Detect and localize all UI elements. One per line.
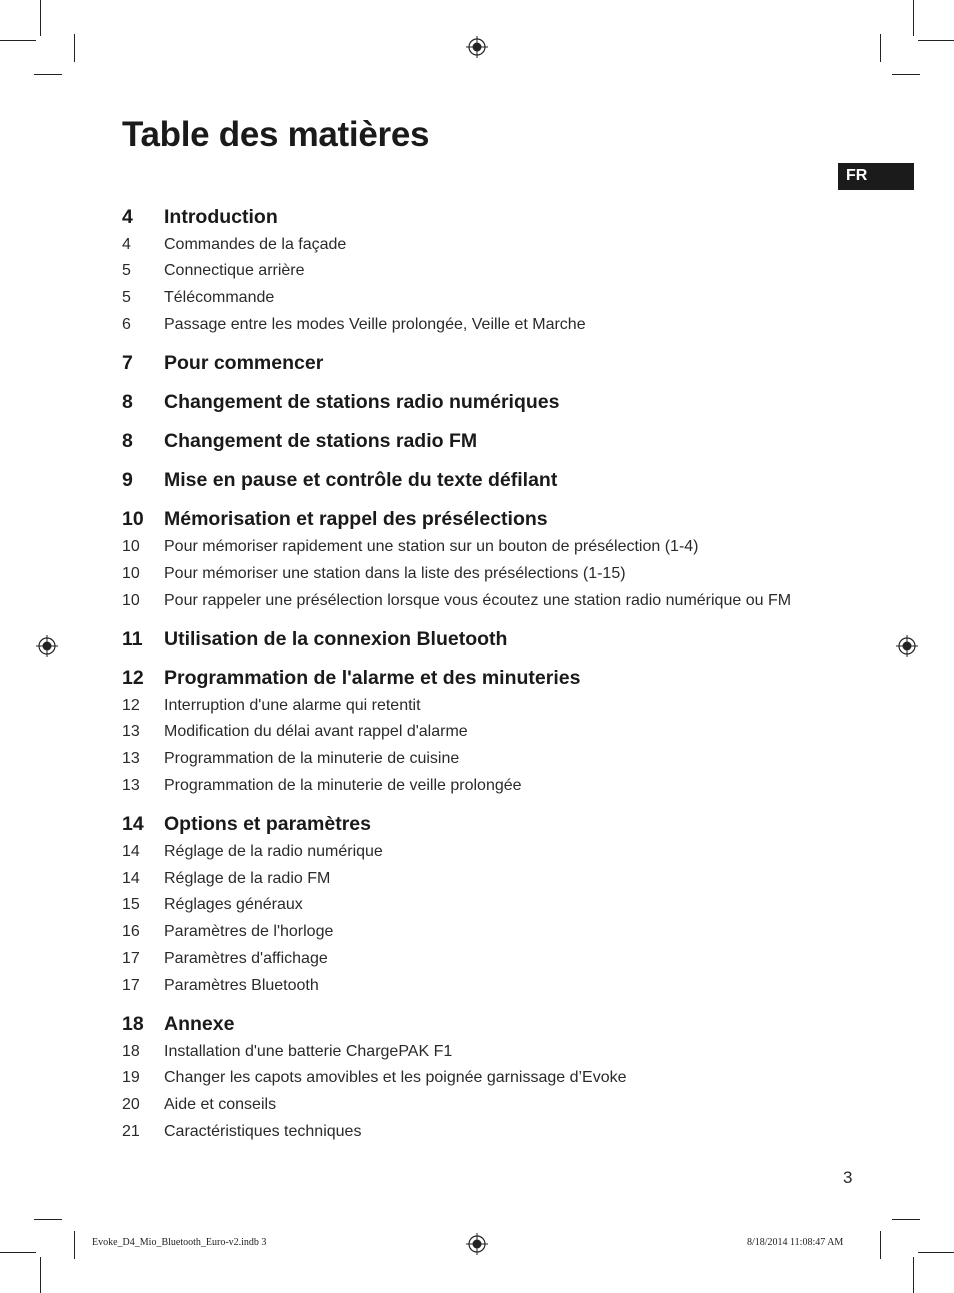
toc-title: Pour mémoriser rapidement une station sur un bouton de présélection (1-4): [164, 538, 699, 555]
toc-entry[interactable]: [0, 1041, 954, 1063]
toc-entry[interactable]: [0, 590, 954, 612]
toc-entry[interactable]: [0, 1094, 954, 1116]
toc-page-number: 10: [122, 565, 140, 582]
toc-page-number: 4: [122, 206, 133, 228]
toc-section[interactable]: [0, 626, 954, 652]
toc-entry[interactable]: [0, 721, 954, 743]
crop-mark: [0, 1252, 36, 1253]
toc-title: Pour commencer: [164, 352, 324, 374]
toc-entry[interactable]: [0, 1067, 954, 1089]
toc-page-number: 4: [122, 236, 131, 253]
toc-title: Options et paramètres: [164, 813, 371, 835]
toc-section[interactable]: [0, 428, 954, 454]
toc-title: Installation d'une batterie ChargePAK F1: [164, 1043, 453, 1060]
toc-page-number: 12: [122, 667, 144, 689]
toc-entry[interactable]: [0, 948, 954, 970]
toc-section[interactable]: [0, 389, 954, 415]
crop-mark: [74, 1231, 75, 1259]
toc-page-number: 18: [122, 1043, 140, 1060]
crop-mark: [0, 40, 36, 41]
toc-title: Changer les capots amovibles et les poignée garnissage d’Evoke: [164, 1069, 627, 1086]
toc-page-number: 7: [122, 352, 133, 374]
toc-entry[interactable]: [0, 536, 954, 558]
crop-mark: [892, 74, 920, 75]
crop-mark: [880, 1231, 881, 1259]
toc-page-number: 14: [122, 843, 140, 860]
toc-entry[interactable]: [0, 894, 954, 916]
toc-page-number: 5: [122, 289, 131, 306]
crop-mark: [918, 40, 954, 41]
toc-title: Mémorisation et rappel des présélections: [164, 508, 548, 530]
toc-title: Télécommande: [164, 289, 275, 306]
toc-title: Introduction: [164, 206, 278, 228]
crop-mark: [918, 1252, 954, 1253]
toc-page-number: 10: [122, 538, 140, 555]
toc-entry[interactable]: [0, 975, 954, 997]
toc-page-number: 20: [122, 1096, 140, 1113]
toc-section[interactable]: [0, 350, 954, 376]
toc-section[interactable]: [0, 506, 954, 532]
toc-section[interactable]: [0, 1011, 954, 1037]
page-number: 3: [843, 1168, 853, 1187]
toc-title: Passage entre les modes Veille prolongée, Veille et Marche: [164, 316, 586, 333]
toc-title: Paramètres d'affichage: [164, 950, 328, 967]
crop-mark: [880, 34, 881, 62]
toc-section[interactable]: [0, 204, 954, 230]
toc-section[interactable]: [0, 811, 954, 837]
toc-page-number: 17: [122, 977, 140, 994]
toc-title: Interruption d'une alarme qui retentit: [164, 697, 421, 714]
toc-title: Changement de stations radio FM: [164, 430, 478, 452]
toc-entry[interactable]: [0, 234, 954, 256]
toc-title: Annexe: [164, 1013, 235, 1035]
toc-page-number: 15: [122, 896, 140, 913]
crop-mark: [40, 1257, 41, 1293]
toc-title: Programmation de l'alarme et des minuteries: [164, 667, 581, 689]
toc-page-number: 8: [122, 430, 133, 452]
toc-title: Connectique arrière: [164, 262, 305, 279]
crop-mark: [40, 0, 41, 36]
toc-title: Programmation de la minuterie de veille prolongée: [164, 777, 522, 794]
toc-entry[interactable]: [0, 868, 954, 890]
toc-title: Changement de stations radio numériques: [164, 391, 560, 413]
toc-page-number: 9: [122, 469, 133, 491]
toc-page-number: 13: [122, 777, 140, 794]
toc-title: Programmation de la minuterie de cuisine: [164, 750, 460, 767]
page-title: Table des matières: [122, 115, 430, 154]
toc-title: Utilisation de la connexion Bluetooth: [164, 628, 508, 650]
toc-title: Paramètres de l'horloge: [164, 923, 334, 940]
toc-entry[interactable]: [0, 314, 954, 336]
toc-page-number: 8: [122, 391, 133, 413]
toc-page-number: 13: [122, 723, 140, 740]
crop-mark: [34, 1219, 62, 1220]
toc-entry[interactable]: [0, 1121, 954, 1143]
toc-entry[interactable]: [0, 695, 954, 717]
print-slug-filename: Evoke_D4_Mio_Bluetooth_Euro-v2.indb 3: [92, 1237, 267, 1248]
toc-page-number: 10: [122, 508, 144, 530]
toc-entry[interactable]: [0, 287, 954, 309]
toc-title: Caractéristiques techniques: [164, 1123, 362, 1140]
toc-page-number: 13: [122, 750, 140, 767]
toc-title: Réglages généraux: [164, 896, 303, 913]
toc-entry[interactable]: [0, 260, 954, 282]
toc-title: Paramètres Bluetooth: [164, 977, 319, 994]
toc-title: Modification du délai avant rappel d'alarme: [164, 723, 468, 740]
toc-section[interactable]: [0, 665, 954, 691]
language-tab: FR: [838, 163, 914, 190]
toc-entry[interactable]: [0, 775, 954, 797]
crop-mark: [913, 1257, 914, 1293]
toc-section[interactable]: [0, 467, 954, 493]
registration-mark-icon: [466, 36, 488, 58]
crop-mark: [34, 74, 62, 75]
toc-page-number: 14: [122, 870, 140, 887]
toc-entry[interactable]: [0, 841, 954, 863]
print-slug-datetime: 8/18/2014 11:08:47 AM: [747, 1237, 844, 1248]
toc-page-number: 14: [122, 813, 144, 835]
crop-mark: [913, 0, 914, 36]
toc-page-number: 21: [122, 1123, 140, 1140]
toc-page-number: 6: [122, 316, 131, 333]
toc-page-number: 17: [122, 950, 140, 967]
toc-page-number: 12: [122, 697, 140, 714]
toc-title: Aide et conseils: [164, 1096, 277, 1113]
toc-title: Réglage de la radio numérique: [164, 843, 383, 860]
registration-mark-icon: [466, 1233, 488, 1255]
toc-title: Commandes de la façade: [164, 236, 347, 253]
toc-title: Pour rappeler une présélection lorsque vous écoutez une station radio numérique ou FM: [164, 592, 792, 609]
crop-mark: [74, 34, 75, 62]
toc-title: Réglage de la radio FM: [164, 870, 331, 887]
toc-page-number: 19: [122, 1069, 140, 1086]
toc-page-number: 5: [122, 262, 131, 279]
toc-page-number: 10: [122, 592, 140, 609]
toc-page-number: 16: [122, 923, 140, 940]
toc-page-number: 11: [122, 628, 143, 650]
toc-title: Mise en pause et contrôle du texte défilant: [164, 469, 558, 491]
toc-title: Pour mémoriser une station dans la liste des présélections (1-15): [164, 565, 626, 582]
toc-entry[interactable]: [0, 921, 954, 943]
toc-entry[interactable]: [0, 748, 954, 770]
toc-page-number: 18: [122, 1013, 144, 1035]
crop-mark: [892, 1219, 920, 1220]
toc-entry[interactable]: [0, 563, 954, 585]
